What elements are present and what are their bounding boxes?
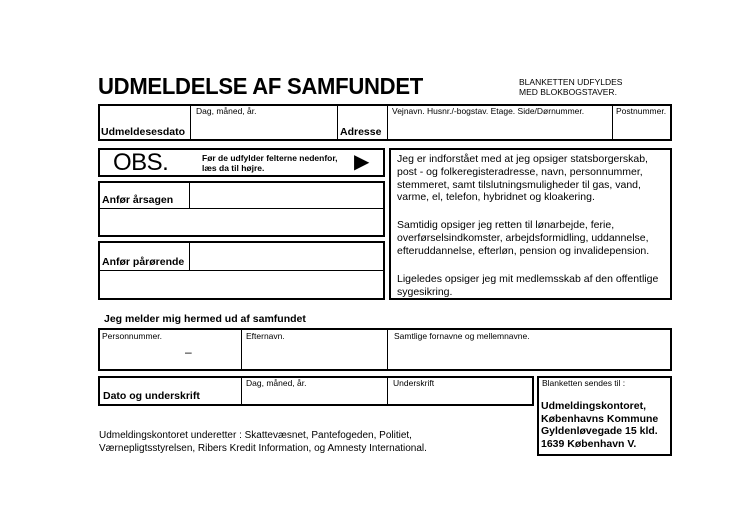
sendto-address-line: Gyldenløvegade 15 kld. <box>541 425 658 437</box>
obs-instruction-line-1: Før de udfylder felterne nedenfor, <box>202 153 338 163</box>
declaration-paragraph-3 <box>397 273 658 299</box>
footer-line-2: Værnepligtsstyrelsen, Ribers Kredit Information, og Amnesty International. <box>99 442 427 454</box>
postnummer-hint: Postnummer. <box>616 106 667 116</box>
efternavn-input[interactable] <box>243 342 386 369</box>
declaration-line: overførselsindkomster, arbejdsformidling, uddannelse, <box>397 231 649 244</box>
divider <box>387 377 388 405</box>
obs-title: OBS. <box>113 149 169 176</box>
paaroerende-input-line-2[interactable] <box>100 272 383 298</box>
adresse-hint: Vejnavn. Husnr./-bogstav. Etage. Side/Dørnummer. <box>392 106 585 116</box>
declaration-paragraph-2 <box>397 219 649 257</box>
divider <box>241 329 242 370</box>
arrow-right-icon: ▶ <box>354 151 370 173</box>
declaration-line: Samtidig opsiger jeg retten til lønarbejde, ferie, <box>397 219 615 231</box>
declaration-line: stemmeret, samt tilslutningsmuligheder til gas, vand, <box>397 178 641 191</box>
block-letters-note <box>519 77 622 97</box>
dato-underskrift-label: Dato og underskrift <box>103 390 200 402</box>
aarsag-input[interactable] <box>191 183 383 207</box>
divider <box>241 377 242 405</box>
footer-note <box>99 430 427 456</box>
adresse-label: Adresse <box>340 126 382 138</box>
sendto-address-line: Københavns Kommune <box>541 412 659 425</box>
udmeldelsesdato-hint: Dag, måned, år. <box>196 106 257 116</box>
declaration-line: varme, el, telefon, hybridnet og kloakering. <box>397 191 595 204</box>
efternavn-label: Efternavn. <box>246 331 285 341</box>
sendto-address-line: Udmeldingskontoret, <box>541 400 647 412</box>
signature-date-input[interactable] <box>243 388 386 404</box>
declaration-paragraph-1 <box>397 153 648 204</box>
footer-line-1: Udmeldingskontoret underetter : Skattevæsnet, Pantefogeden, Politiet, <box>99 430 412 441</box>
aarsag-label: Anfør årsagen <box>102 194 174 206</box>
signature-date-hint: Dag, måned, år. <box>246 378 307 388</box>
declaration-line: Jeg er indforstået med at jeg opsiger statsborgerskab, <box>397 153 648 165</box>
form-title: UDMELDELSE AF SAMFUNDET <box>98 73 423 99</box>
divider <box>189 182 190 209</box>
obs-instruction <box>202 153 338 173</box>
obs-instruction-line-2: læs da til højre. <box>202 163 265 173</box>
registration-heading: Jeg melder mig hermed ud af samfundet <box>104 313 306 325</box>
declaration-line: Ligeledes opsiger jeg mit medlemsskab af den offentlige <box>397 273 659 285</box>
divider <box>387 329 388 370</box>
paaroerende-input[interactable] <box>191 243 383 269</box>
declaration-line: sygesikring. <box>397 285 453 298</box>
sendto-address <box>541 400 658 450</box>
declaration-line: efteruddannelse, efterløn, pension og invalidepension. <box>397 244 650 257</box>
divider <box>337 105 338 140</box>
divider <box>99 208 384 209</box>
divider <box>99 270 384 271</box>
paaroerende-label: Anfør pårørende <box>102 256 185 268</box>
personnummer-input[interactable] <box>100 342 240 369</box>
personnummer-label: Personnummer. <box>102 331 162 341</box>
divider <box>189 242 190 271</box>
udmeldelsesdato-input[interactable] <box>191 117 336 139</box>
underskrift-hint: Underskrift <box>393 378 435 388</box>
note-line-1: BLANKETTEN UDFYLDES <box>519 77 623 87</box>
note-line-2: MED BLOKBOGSTAVER. <box>519 87 617 97</box>
declaration-line: post - og folkeregisteradresse, navn, personnummer, <box>397 165 643 178</box>
adresse-input[interactable] <box>388 117 611 139</box>
underskrift-input[interactable] <box>389 388 532 404</box>
aarsag-input-line-2[interactable] <box>100 210 383 235</box>
sendto-label: Blanketten sendes til : <box>542 378 626 388</box>
postnummer-input[interactable] <box>613 117 670 139</box>
fornavne-input[interactable] <box>389 342 670 369</box>
fornavne-label: Samtlige fornavne og mellemnavne. <box>394 331 530 341</box>
udmeldelsesdato-label: Udmeldesesdato <box>101 126 186 138</box>
personnummer-dash: – <box>185 345 192 359</box>
sendto-address-line: 1639 København V. <box>541 437 637 450</box>
